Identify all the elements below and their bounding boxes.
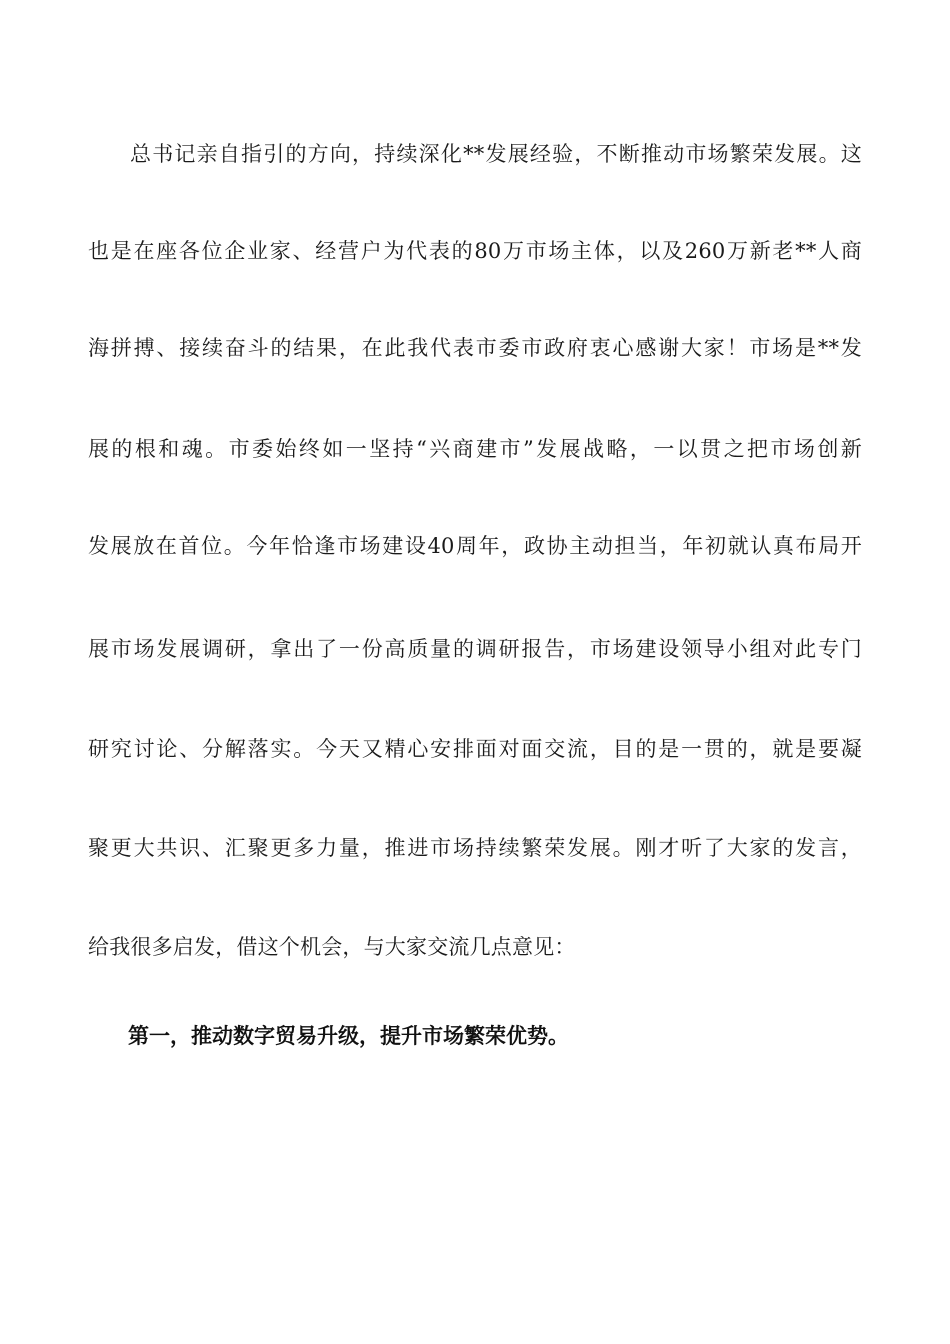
paragraph-line: 展的根和魂。市委始终如一坚持“兴商建市”发展战略，一以贯之把市场创新	[88, 437, 862, 461]
paragraph-line: 海拼搏、接续奋斗的结果，在此我代表市委市政府衷心感谢大家！市场是**发	[88, 336, 862, 360]
paragraph-line: 聚更大共识、汇聚更多力量，推进市场持续繁荣发展。刚才听了大家的发言，	[88, 836, 862, 860]
paragraph-line: 也是在座各位企业家、经营户为代表的80万市场主体，以及260万新老**人商	[88, 239, 862, 263]
paragraph-line: 发展放在首位。今年恰逢市场建设40周年，政协主动担当，年初就认真布局开	[88, 534, 862, 558]
paragraph-line: 给我很多启发，借这个机会，与大家交流几点意见：	[88, 935, 576, 959]
paragraph-line: 总书记亲自指引的方向，持续深化**发展经验，不断推动市场繁荣发展。这	[130, 142, 862, 166]
paragraph-line: 展市场发展调研，拿出了一份高质量的调研报告，市场建设领导小组对此专门	[88, 637, 862, 661]
paragraph-line: 研究讨论、分解落实。今天又精心安排面对面交流，目的是一贯的，就是要凝	[88, 737, 862, 761]
section-heading: 第一，推动数字贸易升级，提升市场繁荣优势。	[128, 1024, 569, 1048]
